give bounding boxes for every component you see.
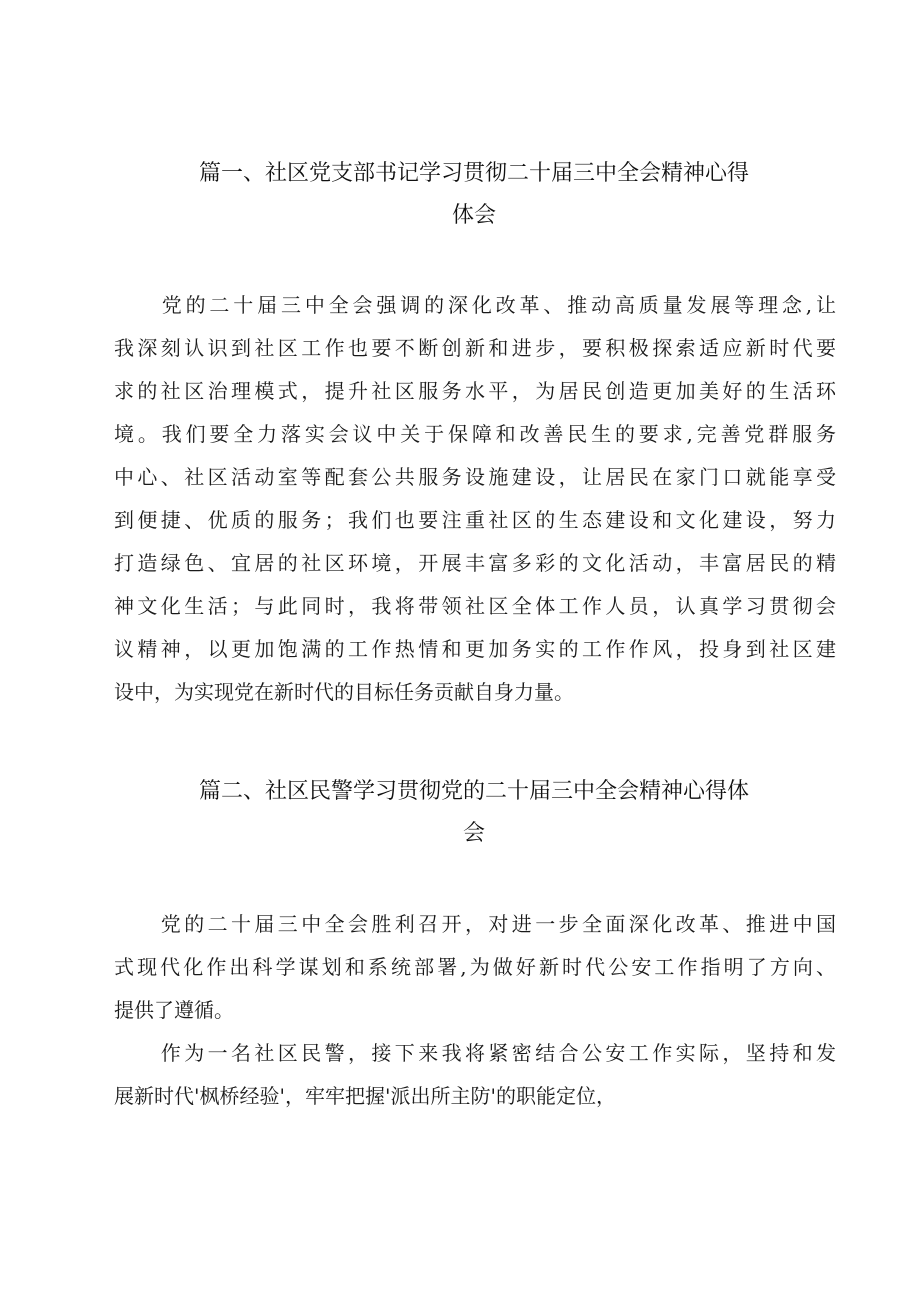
section-2-title <box>140 771 808 855</box>
paragraph-line: 神文化生活；与此同时，我将带领社区全体工作人员，认真学习贯彻会 <box>114 594 836 618</box>
paragraph-line: 设中，为实现党在新时代的目标任务贡献自身力量。 <box>114 680 574 704</box>
paragraph-line: 打造绿色、宜居的社区环境，开展丰富多彩的文化活动，丰富居民的精 <box>114 551 836 575</box>
paragraph-line: 提供了遵循。 <box>114 998 234 1022</box>
section-2-title-line: 篇二、社区民警学习贯彻党的二十届三中全会精神心得体 <box>198 779 749 804</box>
paragraph-line: 党的二十届三中全会胜利召开，对进一步全面深化改革、推进中国 <box>114 912 836 936</box>
paragraph-line: 党的二十届三中全会强调的深化改革、推动高质量发展等理念,让 <box>114 293 836 317</box>
paragraph-line: 我深刻认识到社区工作也要不断创新和进步，要积极探索适应新时代要 <box>114 336 836 360</box>
section-2-paragraph-2 <box>114 1032 836 1118</box>
paragraph-line: 议精神，以更加饱满的工作热情和更加务实的工作作风，投身到社区建 <box>114 637 836 661</box>
section-1-title <box>140 153 808 237</box>
paragraph-line: 中心、社区活动室等配套公共服务设施建设，让居民在家门口就能享受 <box>114 465 836 489</box>
paragraph-line: 求的社区治理模式，提升社区服务水平，为居民创造更加美好的生活环 <box>114 379 836 403</box>
section-1-title-line: 篇一、社区党支部书记学习贯彻二十届三中全会精神心得 <box>198 161 749 186</box>
paragraph-line: 作为一名社区民警，接下来我将紧密结合公安工作实际，坚持和发 <box>114 1041 836 1065</box>
paragraph-line: 式现代化作出科学谋划和系统部署,为做好新时代公安工作指明了方向、 <box>114 955 836 979</box>
paragraph-line: 展新时代'枫桥经验'，牢牢把握'派出所主防'的职能定位， <box>114 1084 616 1108</box>
paragraph-line: 到便捷、优质的服务；我们也要注重社区的生态建设和文化建设，努力 <box>114 508 836 532</box>
section-2-title-line: 会 <box>462 821 485 846</box>
section-1-title-line: 体会 <box>451 203 496 228</box>
section-2-paragraph-1 <box>114 903 836 1032</box>
paragraph-line: 境。我们要全力落实会议中关于保障和改善民生的要求,完善党群服务 <box>114 422 836 446</box>
section-1-paragraph <box>114 284 836 714</box>
